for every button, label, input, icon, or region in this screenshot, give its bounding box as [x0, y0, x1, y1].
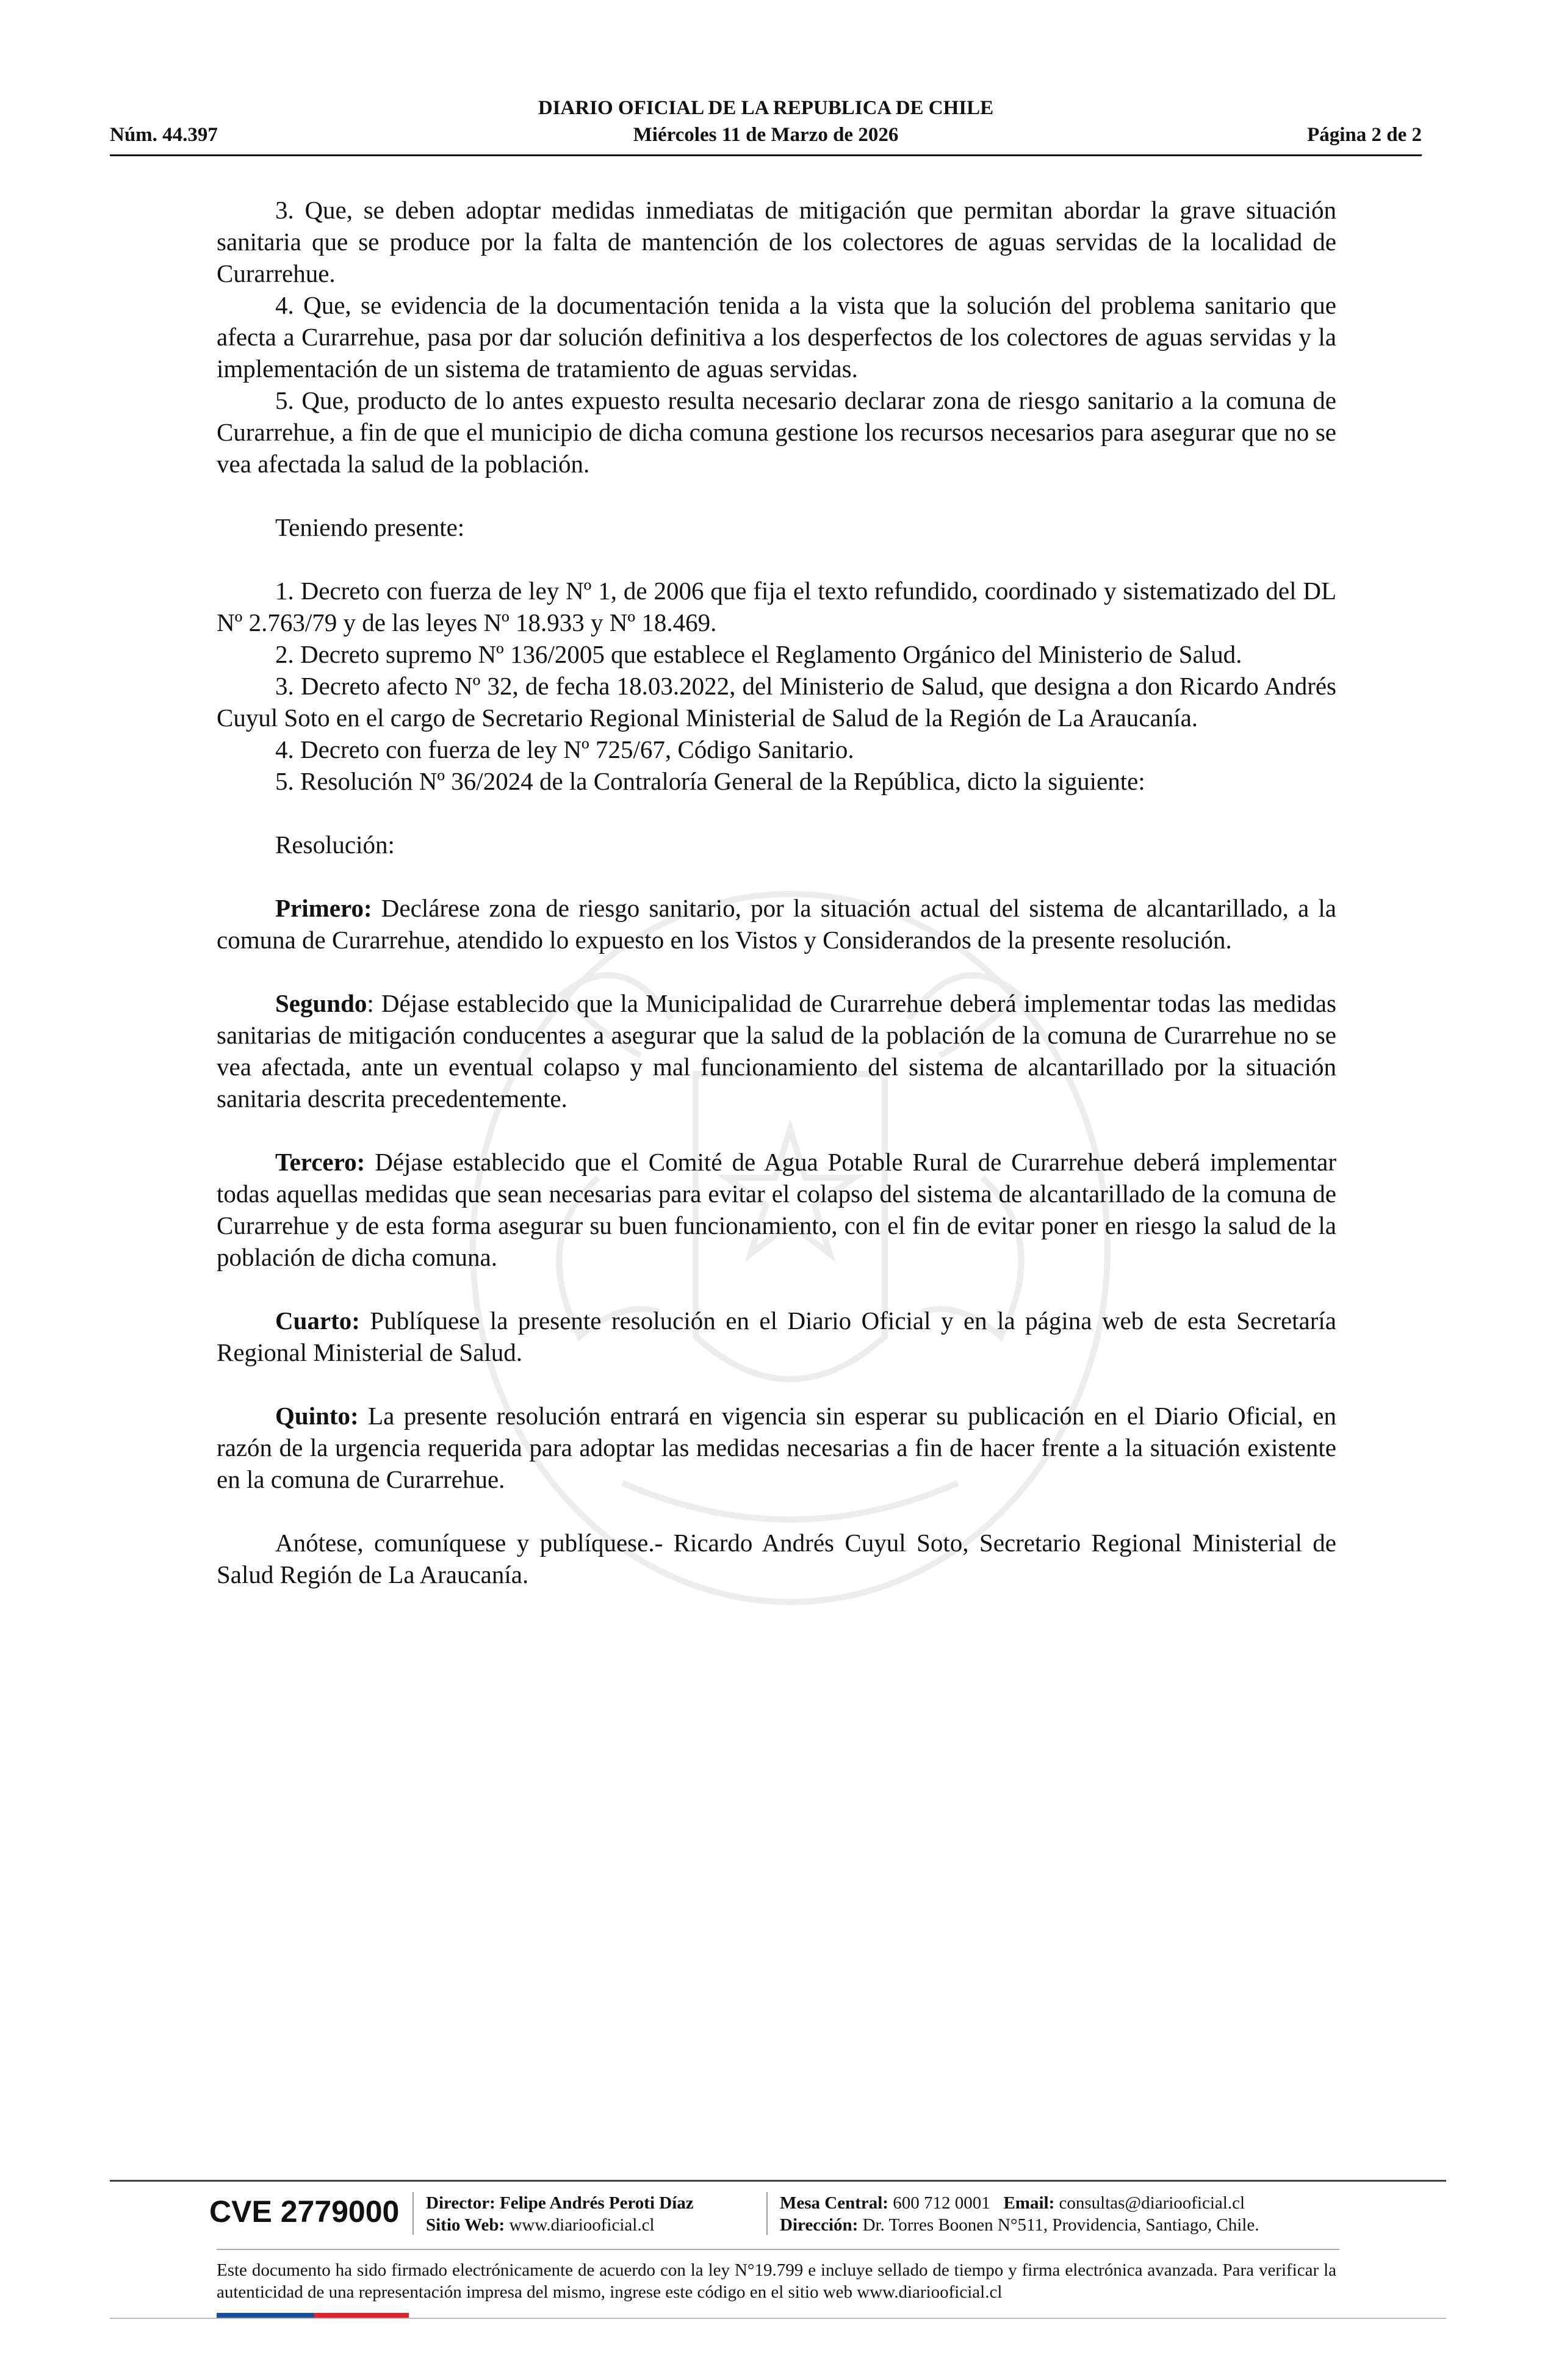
resolutivo-lead: Cuarto: [275, 1307, 360, 1335]
cve-code: CVE 2779000 [209, 2194, 400, 2229]
resolutivo-tercero [217, 1146, 1336, 1273]
footer-bottom-divider [110, 2318, 1446, 2319]
resolutivo-cuarto [217, 1305, 1336, 1368]
legal-notice: Este documento ha sido firmado electrónicamente de acuerdo con la ley N°19.799 e incluye sellado de tiempo y firma electrónica avanzada. Para verificar la autenticidad de una representación impresa del mismo, ingrese este código en el sitio web www.diariooficial.cl [217, 2260, 1336, 2302]
resolutivo-lead: Primero: [275, 894, 372, 922]
resolutivo-text: Déjase establecido que el Comité de Agua Potable Rural de Curarrehue deberá implementar todas aquellas medidas que sean necesarias para evitar el colapso del sistema de alcantarillado de la comuna de Curarrehue y de esta forma asegurar su buen funcionamiento, con el fin de evitar poner en riesgo la salud de la población de dicha comuna. [217, 1148, 1336, 1271]
website-link[interactable]: www.diariooficial.cl [509, 2215, 655, 2235]
header-divider [110, 154, 1422, 156]
director-label: Director: [426, 2193, 495, 2213]
resolutivo-primero [217, 892, 1336, 956]
publication-title: DIARIO OFICIAL DE LA REPUBLICA DE CHILE [538, 97, 994, 119]
visto-3: 3. Decreto afecto Nº 32, de fecha 18.03.2022, del Ministerio de Salud, que designa a don Ricardo Andrés Cuyul Soto en el cargo de Secretario Regional Ministerial de Salud de la Región de La Araucanía. [217, 672, 1336, 732]
resolutivo-segundo [217, 987, 1336, 1114]
visto-2: 2. Decreto supremo Nº 136/2005 que establece el Reglamento Orgánico del Ministerio de Salud. [275, 640, 1242, 668]
resolutivo-lead: Quinto: [275, 1402, 359, 1430]
resolucion-heading: Resolución: [275, 831, 395, 859]
closing-signature: Anótese, comuníquese y publíquese.- Ricardo Andrés Cuyul Soto, Secretario Regional Ministerial de Salud Región de La Araucanía. [217, 1529, 1336, 1588]
page-header [110, 95, 1422, 153]
email-link[interactable]: consultas@diariooficial.cl [1059, 2193, 1245, 2213]
footer-contact-block [780, 2192, 1259, 2236]
address-label: Dirección: [780, 2215, 859, 2235]
resolutivo-text: Publíquese la presente resolución en el Diario Oficial y en la página web de esta Secretaría Regional Ministerial de Salud. [217, 1307, 1336, 1366]
visto-4: 4. Decreto con fuerza de ley Nº 725/67, Código Sanitario. [275, 735, 854, 763]
mesa-label: Mesa Central: [780, 2193, 888, 2213]
resolutivo-text: La presente resolución entrará en vigencia sin esperar su publicación en el Diario Oficial, en razón de la urgencia requerida para adoptar las medidas necesarias a fin de hacer frente a la situación existente en la comuna de Curarrehue. [217, 1402, 1336, 1493]
issue-number: Núm. 44.397 [110, 124, 218, 146]
footer-director-block [426, 2192, 694, 2236]
footer-separator [766, 2192, 768, 2235]
email-label: Email: [1003, 2193, 1055, 2213]
website-label: Sitio Web: [426, 2215, 505, 2235]
footer-inner-divider [217, 2249, 1339, 2250]
visto-1: 1. Decreto con fuerza de ley Nº 1, de 2006 que fija el texto refundido, coordinado y sistematizado del DL Nº 2.763/79 y de las leyes Nº 18.933 y Nº 18.469. [217, 577, 1336, 636]
resolutivo-lead: Tercero: [275, 1148, 366, 1176]
considerando-3: 3. Que, se deben adoptar medidas inmediatas de mitigación que permitan abordar la grave situación sanitaria que se produce por la falta de mantención de los colectores de aguas servidas de la localidad de Curarrehue. [217, 196, 1336, 287]
issue-date: Miércoles 11 de Marzo de 2026 [633, 124, 899, 146]
considerando-5: 5. Que, producto de lo antes expuesto resulta necesario declarar zona de riesgo sanitario a la comuna de Curarrehue, a fin de que el municipio de dicha comuna gestione los recursos necesarios para asegurar que no se vea afectada la salud de la población. [217, 386, 1336, 478]
resolutivo-quinto [217, 1400, 1336, 1495]
footer-divider [110, 2180, 1446, 2182]
footer-separator [412, 2192, 414, 2235]
document-body [217, 194, 1336, 1590]
resolutivo-lead: Segundo [275, 989, 367, 1017]
resolutivo-text: : Déjase establecido que la Municipalidad de Curarrehue deberá implementar todas las medidas sanitarias de mitigación conducentes a asegurar que la salud de la población de la comuna de Curarrehue no se vea afectada, ante un eventual colapso y mal funcionamiento del sistema de alcantarillado por la situación sanitaria descrita precedentemente. [217, 989, 1336, 1112]
visto-5: 5. Resolución Nº 36/2024 de la Contraloría General de la República, dicto la siguiente: [275, 767, 1145, 795]
page-number: Página 2 de 2 [1307, 124, 1422, 146]
considerando-4: 4. Que, se evidencia de la documentación tenida a la vista que la solución del problema sanitario que afecta a Curarrehue, pasa por dar solución definitiva a los desperfectos de los colectores de aguas servidas y la implementación de un sistema de tratamiento de aguas servidas. [217, 291, 1336, 383]
mesa-phone: 600 712 0001 [893, 2193, 990, 2213]
vistos-heading: Teniendo presente: [275, 513, 465, 541]
director-name: Felipe Andrés Peroti Díaz [500, 2193, 694, 2213]
address-value: Dr. Torres Boonen N°511, Providencia, Santiago, Chile. [862, 2215, 1259, 2235]
resolutivo-text: Declárese zona de riesgo sanitario, por la situación actual del sistema de alcantarillado, a la comuna de Curarrehue, atendido lo expuesto en los Vistos y Considerandos de la presente resolución. [217, 894, 1336, 954]
